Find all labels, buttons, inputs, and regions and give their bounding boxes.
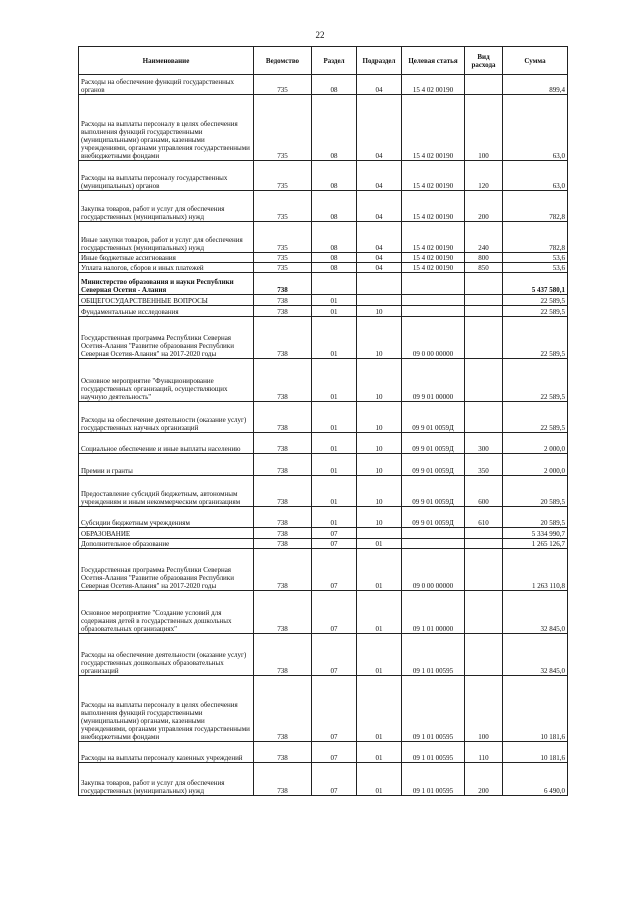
row-subsection: 04	[357, 253, 402, 263]
row-name: Социальное обеспечение и иные выплаты населению	[79, 433, 254, 454]
row-name: Дополнительное образование	[79, 539, 254, 549]
table-row	[79, 454, 568, 476]
row-target-article: 15 4 02 00190	[402, 161, 465, 191]
row-target-article	[402, 539, 465, 549]
table-row	[79, 273, 568, 295]
row-section: 01	[312, 476, 357, 507]
table-row	[79, 317, 568, 359]
row-section: 08	[312, 222, 357, 253]
header-department: Ведомство	[254, 47, 312, 75]
row-target-article: 09 1 01 00595	[402, 676, 465, 742]
row-target-article: 09 1 01 00595	[402, 634, 465, 676]
table-row	[79, 528, 568, 539]
row-department: 738	[254, 676, 312, 742]
row-subsection: 10	[357, 317, 402, 359]
row-section: 07	[312, 634, 357, 676]
row-department: 735	[254, 263, 312, 273]
row-name: ОБЩЕГОСУДАРСТВЕННЫЕ ВОПРОСЫ	[79, 295, 254, 306]
row-subsection: 10	[357, 402, 402, 433]
row-name: Закупка товаров, работ и услуг для обеспечения государственных (муниципальных) нужд	[79, 763, 254, 796]
row-subsection: 01	[357, 742, 402, 763]
row-subsection: 01	[357, 634, 402, 676]
row-amount: 22 589,5	[503, 359, 568, 402]
row-department: 738	[254, 549, 312, 591]
row-target-article: 09 1 01 00000	[402, 591, 465, 634]
row-department: 738	[254, 454, 312, 476]
row-section: 08	[312, 263, 357, 273]
header-subsection: Подраздел	[357, 47, 402, 75]
row-subsection: 10	[357, 454, 402, 476]
row-expense-type: 300	[465, 433, 503, 454]
row-expense-type: 240	[465, 222, 503, 253]
row-name: Расходы на выплаты персоналу государственных (муниципальных) органов	[79, 161, 254, 191]
row-expense-type	[465, 528, 503, 539]
row-target-article: 15 4 02 00190	[402, 191, 465, 222]
row-target-article: 09 9 01 00000	[402, 359, 465, 402]
table-row	[79, 476, 568, 507]
row-department: 735	[254, 95, 312, 161]
page-number: 22	[315, 30, 325, 40]
row-expense-type: 600	[465, 476, 503, 507]
row-section: 01	[312, 507, 357, 528]
row-section: 08	[312, 95, 357, 161]
table-row	[79, 191, 568, 222]
row-target-article: 09 9 01 0059Д	[402, 476, 465, 507]
row-amount: 6 490,0	[503, 763, 568, 796]
table-row	[79, 263, 568, 273]
row-subsection: 04	[357, 95, 402, 161]
row-name: Уплата налогов, сборов и иных платежей	[79, 263, 254, 273]
row-subsection: 04	[357, 191, 402, 222]
row-subsection: 10	[357, 306, 402, 317]
row-expense-type	[465, 549, 503, 591]
row-subsection	[357, 295, 402, 306]
table-row	[79, 549, 568, 591]
row-section: 07	[312, 742, 357, 763]
row-name: Предоставление субсидий бюджетным, автономным учреждениям и иным некоммерческим организациям	[79, 476, 254, 507]
row-amount: 53,6	[503, 253, 568, 263]
row-expense-type: 200	[465, 191, 503, 222]
row-name: Расходы на обеспечение деятельности (оказание услуг) государственных научных организаций	[79, 402, 254, 433]
row-target-article: 09 9 01 0059Д	[402, 433, 465, 454]
row-expense-type	[465, 273, 503, 295]
row-department: 738	[254, 306, 312, 317]
table-row	[79, 222, 568, 253]
table-row	[79, 295, 568, 306]
header-expense-type: Вид расхода	[465, 47, 503, 75]
row-subsection: 01	[357, 591, 402, 634]
row-amount: 22 589,5	[503, 317, 568, 359]
row-section: 07	[312, 676, 357, 742]
row-subsection: 01	[357, 539, 402, 549]
row-section: 01	[312, 402, 357, 433]
row-section: 01	[312, 359, 357, 402]
row-amount: 782,8	[503, 191, 568, 222]
row-department: 738	[254, 539, 312, 549]
row-expense-type	[465, 402, 503, 433]
row-section	[312, 273, 357, 295]
row-target-article: 09 0 00 00000	[402, 549, 465, 591]
row-section: 07	[312, 539, 357, 549]
row-amount: 63,0	[503, 161, 568, 191]
row-amount: 53,6	[503, 263, 568, 273]
row-section: 01	[312, 317, 357, 359]
table-row	[79, 253, 568, 263]
row-department: 735	[254, 75, 312, 95]
row-department: 738	[254, 476, 312, 507]
row-section: 07	[312, 528, 357, 539]
row-target-article: 09 1 01 00595	[402, 763, 465, 796]
row-section: 07	[312, 549, 357, 591]
table-row	[79, 539, 568, 549]
row-department: 738	[254, 742, 312, 763]
row-name: Субсидии бюджетным учреждениям	[79, 507, 254, 528]
table-row	[79, 507, 568, 528]
row-department: 738	[254, 317, 312, 359]
row-expense-type	[465, 634, 503, 676]
row-amount: 782,8	[503, 222, 568, 253]
row-amount: 63,0	[503, 95, 568, 161]
row-expense-type: 100	[465, 95, 503, 161]
row-expense-type	[465, 306, 503, 317]
row-section: 08	[312, 75, 357, 95]
row-department: 735	[254, 222, 312, 253]
row-expense-type: 350	[465, 454, 503, 476]
row-expense-type: 610	[465, 507, 503, 528]
row-name: Расходы на выплаты персоналу казенных учреждений	[79, 742, 254, 763]
row-expense-type: 110	[465, 742, 503, 763]
row-expense-type: 120	[465, 161, 503, 191]
row-department: 738	[254, 273, 312, 295]
budget-table	[78, 46, 568, 796]
row-name: Иные закупки товаров, работ и услуг для обеспечения государственных (муниципальных) нужд	[79, 222, 254, 253]
row-department: 738	[254, 402, 312, 433]
row-expense-type	[465, 359, 503, 402]
row-name: Расходы на выплаты персоналу в целях обеспечения выполнения функций государственными (муниципальными) органами, казенными учреждениями, органами управления государственными внебюджетными фондами	[79, 676, 254, 742]
row-name: Государственная программа Республики Северная Осетия-Алания "Развитие образования Республики Северная Осетия-Алания" на 2017-2020 годы	[79, 549, 254, 591]
row-target-article: 09 9 01 0059Д	[402, 454, 465, 476]
row-amount: 1 263 110,8	[503, 549, 568, 591]
row-amount: 899,4	[503, 75, 568, 95]
row-target-article	[402, 306, 465, 317]
row-department: 738	[254, 528, 312, 539]
row-subsection: 04	[357, 161, 402, 191]
table-row	[79, 402, 568, 433]
row-subsection: 04	[357, 75, 402, 95]
row-target-article	[402, 528, 465, 539]
row-target-article	[402, 295, 465, 306]
row-name: Закупка товаров, работ и услуг для обеспечения государственных (муниципальных) нужд	[79, 191, 254, 222]
row-amount: 10 181,6	[503, 742, 568, 763]
header-name: Наименование	[79, 47, 254, 75]
row-subsection: 10	[357, 433, 402, 454]
row-name: ОБРАЗОВАНИЕ	[79, 528, 254, 539]
row-expense-type	[465, 539, 503, 549]
row-department: 735	[254, 253, 312, 263]
row-amount: 5 437 580,1	[503, 273, 568, 295]
row-subsection: 10	[357, 476, 402, 507]
table-row	[79, 75, 568, 95]
row-target-article: 15 4 02 00190	[402, 263, 465, 273]
row-subsection: 01	[357, 676, 402, 742]
row-target-article: 09 1 01 00595	[402, 742, 465, 763]
row-department: 738	[254, 295, 312, 306]
row-target-article: 09 0 00 00000	[402, 317, 465, 359]
row-target-article: 15 4 02 00190	[402, 95, 465, 161]
row-amount: 22 589,5	[503, 402, 568, 433]
row-expense-type: 200	[465, 763, 503, 796]
row-department: 738	[254, 634, 312, 676]
row-amount: 22 589,5	[503, 306, 568, 317]
row-amount: 20 589,5	[503, 507, 568, 528]
table-row	[79, 676, 568, 742]
row-name: Министерство образования и науки Республики Северная Осетия - Алания	[79, 273, 254, 295]
row-amount: 5 334 990,7	[503, 528, 568, 539]
row-name: Иные бюджетные ассигнования	[79, 253, 254, 263]
row-section: 01	[312, 433, 357, 454]
row-name: Премии и гранты	[79, 454, 254, 476]
table-row	[79, 763, 568, 796]
row-target-article: 15 4 02 00190	[402, 253, 465, 263]
row-section: 01	[312, 306, 357, 317]
row-amount: 1 265 126,7	[503, 539, 568, 549]
row-section: 07	[312, 763, 357, 796]
row-amount: 20 589,5	[503, 476, 568, 507]
table-row	[79, 591, 568, 634]
table-row	[79, 95, 568, 161]
row-section: 01	[312, 454, 357, 476]
table-row	[79, 359, 568, 402]
row-department: 738	[254, 433, 312, 454]
row-amount: 32 845,0	[503, 591, 568, 634]
row-subsection: 04	[357, 222, 402, 253]
row-subsection: 10	[357, 507, 402, 528]
table-row	[79, 161, 568, 191]
row-amount: 22 589,5	[503, 295, 568, 306]
row-subsection	[357, 528, 402, 539]
table-row	[79, 433, 568, 454]
header-section: Раздел	[312, 47, 357, 75]
table-header-row	[79, 47, 568, 75]
row-name: Расходы на выплаты персоналу в целях обеспечения выполнения функций государственными (муниципальными) органами, казенными учреждениями, органами управления государственными внебюджетными фондами	[79, 95, 254, 161]
row-department: 738	[254, 507, 312, 528]
row-amount: 32 845,0	[503, 634, 568, 676]
row-name: Основное мероприятие "Создание условий для содержания детей в государственных дошкольных образовательных организациях"	[79, 591, 254, 634]
row-subsection: 01	[357, 763, 402, 796]
row-section: 08	[312, 161, 357, 191]
row-expense-type	[465, 75, 503, 95]
row-department: 735	[254, 191, 312, 222]
table-row	[79, 742, 568, 763]
header-amount: Сумма	[503, 47, 568, 75]
row-subsection: 10	[357, 359, 402, 402]
row-section: 08	[312, 253, 357, 263]
row-subsection: 01	[357, 549, 402, 591]
row-expense-type	[465, 317, 503, 359]
row-name: Расходы на обеспечение функций государственных органов	[79, 75, 254, 95]
row-name: Фундаментальные исследования	[79, 306, 254, 317]
row-target-article	[402, 273, 465, 295]
row-department: 738	[254, 359, 312, 402]
row-amount: 10 181,6	[503, 676, 568, 742]
row-target-article: 09 9 01 0059Д	[402, 402, 465, 433]
row-section: 01	[312, 295, 357, 306]
row-expense-type	[465, 591, 503, 634]
header-target-article: Целевая статья	[402, 47, 465, 75]
row-target-article: 15 4 02 00190	[402, 222, 465, 253]
row-expense-type: 850	[465, 263, 503, 273]
row-name: Основное мероприятие "Функционирование государственных организаций, осуществляющих научную деятельность"	[79, 359, 254, 402]
row-expense-type	[465, 295, 503, 306]
row-name: Государственная программа Республики Северная Осетия-Алания "Развитие образования Республики Северная Осетия-Алания" на 2017-2020 годы	[79, 317, 254, 359]
row-target-article: 09 9 01 0059Д	[402, 507, 465, 528]
row-expense-type: 800	[465, 253, 503, 263]
row-department: 735	[254, 161, 312, 191]
row-department: 738	[254, 591, 312, 634]
row-target-article: 15 4 02 00190	[402, 75, 465, 95]
row-amount: 2 000,0	[503, 454, 568, 476]
row-name: Расходы на обеспечение деятельности (оказание услуг) государственных дошкольных образовательных организаций	[79, 634, 254, 676]
row-subsection: 04	[357, 263, 402, 273]
table-row	[79, 306, 568, 317]
row-section: 08	[312, 191, 357, 222]
table-body	[79, 75, 568, 796]
table-row	[79, 634, 568, 676]
row-amount: 2 000,0	[503, 433, 568, 454]
row-department: 738	[254, 763, 312, 796]
row-section: 07	[312, 591, 357, 634]
row-subsection	[357, 273, 402, 295]
row-expense-type: 100	[465, 676, 503, 742]
